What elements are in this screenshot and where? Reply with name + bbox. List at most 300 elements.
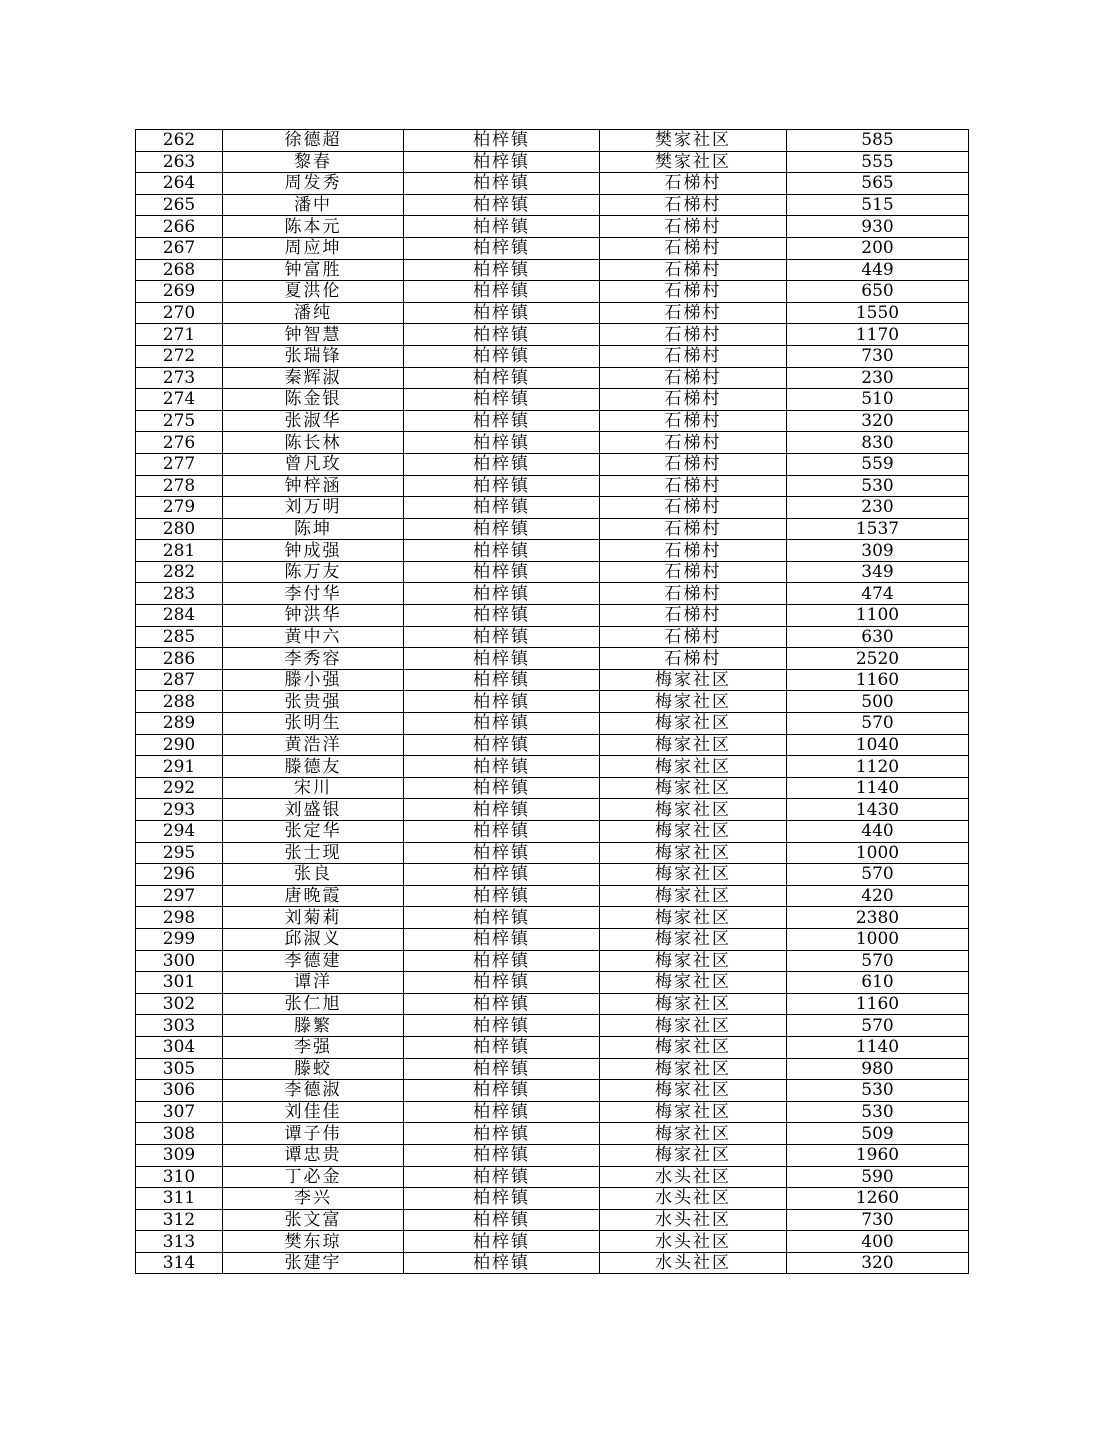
amount-cell: 2380 — [787, 907, 969, 929]
town-cell: 柏梓镇 — [404, 842, 600, 864]
village-cell: 石梯村 — [600, 561, 787, 583]
village-cell: 梅家社区 — [600, 821, 787, 843]
name-cell: 樊东琼 — [223, 1231, 404, 1253]
village-cell: 石梯村 — [600, 237, 787, 259]
town-cell: 柏梓镇 — [404, 1080, 600, 1102]
village-cell: 石梯村 — [600, 324, 787, 346]
town-cell: 柏梓镇 — [404, 713, 600, 735]
amount-cell: 1960 — [787, 1144, 969, 1166]
amount-cell: 630 — [787, 626, 969, 648]
amount-cell: 1170 — [787, 324, 969, 346]
village-cell: 水头社区 — [600, 1231, 787, 1253]
table-row — [136, 216, 969, 238]
table-row — [136, 885, 969, 907]
name-cell: 张建宇 — [223, 1252, 404, 1274]
row-number-cell: 267 — [136, 237, 223, 259]
table-row — [136, 345, 969, 367]
row-number-cell: 278 — [136, 475, 223, 497]
table-row — [136, 583, 969, 605]
town-cell: 柏梓镇 — [404, 540, 600, 562]
amount-cell: 930 — [787, 216, 969, 238]
name-cell: 陈万友 — [223, 561, 404, 583]
table-row — [136, 302, 969, 324]
town-cell: 柏梓镇 — [404, 216, 600, 238]
amount-cell: 570 — [787, 950, 969, 972]
row-number-cell: 262 — [136, 130, 223, 152]
table-row — [136, 1101, 969, 1123]
table-row — [136, 821, 969, 843]
village-cell: 梅家社区 — [600, 928, 787, 950]
amount-cell: 1000 — [787, 842, 969, 864]
village-cell: 梅家社区 — [600, 691, 787, 713]
amount-cell: 830 — [787, 432, 969, 454]
row-number-cell: 288 — [136, 691, 223, 713]
amount-cell: 570 — [787, 864, 969, 886]
village-cell: 石梯村 — [600, 605, 787, 627]
row-number-cell: 292 — [136, 777, 223, 799]
town-cell: 柏梓镇 — [404, 1188, 600, 1210]
name-cell: 秦辉淑 — [223, 367, 404, 389]
town-cell: 柏梓镇 — [404, 669, 600, 691]
amount-cell: 610 — [787, 972, 969, 994]
table-row — [136, 626, 969, 648]
row-number-cell: 279 — [136, 497, 223, 519]
amount-cell: 230 — [787, 367, 969, 389]
row-number-cell: 303 — [136, 1015, 223, 1037]
name-cell: 刘佳佳 — [223, 1101, 404, 1123]
table-row — [136, 367, 969, 389]
town-cell: 柏梓镇 — [404, 367, 600, 389]
name-cell: 潘纯 — [223, 302, 404, 324]
village-cell: 樊家社区 — [600, 151, 787, 173]
row-number-cell: 287 — [136, 669, 223, 691]
town-cell: 柏梓镇 — [404, 1231, 600, 1253]
village-cell: 石梯村 — [600, 345, 787, 367]
table-row — [136, 432, 969, 454]
name-cell: 邱淑义 — [223, 928, 404, 950]
table-row — [136, 1058, 969, 1080]
town-cell: 柏梓镇 — [404, 259, 600, 281]
table-row — [136, 1144, 969, 1166]
town-cell: 柏梓镇 — [404, 799, 600, 821]
table-row — [136, 669, 969, 691]
amount-cell: 515 — [787, 194, 969, 216]
table-row — [136, 799, 969, 821]
village-cell: 水头社区 — [600, 1252, 787, 1274]
name-cell: 张文富 — [223, 1209, 404, 1231]
row-number-cell: 290 — [136, 734, 223, 756]
village-cell: 梅家社区 — [600, 1101, 787, 1123]
town-cell: 柏梓镇 — [404, 1058, 600, 1080]
table-row — [136, 928, 969, 950]
name-cell: 刘盛银 — [223, 799, 404, 821]
row-number-cell: 286 — [136, 648, 223, 670]
name-cell: 夏洪伦 — [223, 281, 404, 303]
row-number-cell: 306 — [136, 1080, 223, 1102]
village-cell: 梅家社区 — [600, 756, 787, 778]
town-cell: 柏梓镇 — [404, 734, 600, 756]
amount-cell: 590 — [787, 1166, 969, 1188]
row-number-cell: 293 — [136, 799, 223, 821]
village-cell: 石梯村 — [600, 259, 787, 281]
town-cell: 柏梓镇 — [404, 1036, 600, 1058]
row-number-cell: 309 — [136, 1144, 223, 1166]
row-number-cell: 270 — [136, 302, 223, 324]
table-row — [136, 713, 969, 735]
town-cell: 柏梓镇 — [404, 475, 600, 497]
name-cell: 张士现 — [223, 842, 404, 864]
row-number-cell: 268 — [136, 259, 223, 281]
table-row — [136, 605, 969, 627]
table-row — [136, 1015, 969, 1037]
row-number-cell: 294 — [136, 821, 223, 843]
row-number-cell: 265 — [136, 194, 223, 216]
name-cell: 刘菊莉 — [223, 907, 404, 929]
name-cell: 李强 — [223, 1036, 404, 1058]
row-number-cell: 284 — [136, 605, 223, 627]
amount-cell: 200 — [787, 237, 969, 259]
name-cell: 李德淑 — [223, 1080, 404, 1102]
town-cell: 柏梓镇 — [404, 691, 600, 713]
village-cell: 梅家社区 — [600, 972, 787, 994]
row-number-cell: 300 — [136, 950, 223, 972]
table-row — [136, 389, 969, 411]
amount-cell: 1140 — [787, 1036, 969, 1058]
amount-cell: 565 — [787, 173, 969, 195]
row-number-cell: 296 — [136, 864, 223, 886]
name-cell: 丁必金 — [223, 1166, 404, 1188]
name-cell: 刘万明 — [223, 497, 404, 519]
amount-cell: 555 — [787, 151, 969, 173]
town-cell: 柏梓镇 — [404, 281, 600, 303]
village-cell: 梅家社区 — [600, 1015, 787, 1037]
amount-cell: 320 — [787, 410, 969, 432]
amount-cell: 1120 — [787, 756, 969, 778]
row-number-cell: 285 — [136, 626, 223, 648]
village-cell: 水头社区 — [600, 1188, 787, 1210]
table-row — [136, 972, 969, 994]
name-cell: 谭洋 — [223, 972, 404, 994]
table-row — [136, 130, 969, 152]
amount-cell: 420 — [787, 885, 969, 907]
village-cell: 梅家社区 — [600, 1058, 787, 1080]
row-number-cell: 263 — [136, 151, 223, 173]
name-cell: 周发秀 — [223, 173, 404, 195]
table-row — [136, 1123, 969, 1145]
row-number-cell: 269 — [136, 281, 223, 303]
name-cell: 钟智慧 — [223, 324, 404, 346]
row-number-cell: 297 — [136, 885, 223, 907]
table-row — [136, 281, 969, 303]
amount-cell: 730 — [787, 1209, 969, 1231]
row-number-cell: 273 — [136, 367, 223, 389]
table-row — [136, 237, 969, 259]
table-row — [136, 734, 969, 756]
town-cell: 柏梓镇 — [404, 1209, 600, 1231]
row-number-cell: 295 — [136, 842, 223, 864]
name-cell: 陈长林 — [223, 432, 404, 454]
name-cell: 曾凡玫 — [223, 453, 404, 475]
village-cell: 石梯村 — [600, 194, 787, 216]
village-cell: 石梯村 — [600, 216, 787, 238]
name-cell: 陈坤 — [223, 518, 404, 540]
table-row — [136, 864, 969, 886]
town-cell: 柏梓镇 — [404, 410, 600, 432]
row-number-cell: 302 — [136, 993, 223, 1015]
village-cell: 石梯村 — [600, 648, 787, 670]
name-cell: 钟成强 — [223, 540, 404, 562]
town-cell: 柏梓镇 — [404, 1144, 600, 1166]
table-row — [136, 453, 969, 475]
name-cell: 张良 — [223, 864, 404, 886]
amount-cell: 309 — [787, 540, 969, 562]
name-cell: 张淑华 — [223, 410, 404, 432]
table-row — [136, 756, 969, 778]
village-cell: 梅家社区 — [600, 1123, 787, 1145]
name-cell: 唐晚霞 — [223, 885, 404, 907]
amount-cell: 1100 — [787, 605, 969, 627]
village-cell: 梅家社区 — [600, 864, 787, 886]
village-cell: 石梯村 — [600, 583, 787, 605]
table-row — [136, 561, 969, 583]
name-cell: 宋川 — [223, 777, 404, 799]
town-cell: 柏梓镇 — [404, 821, 600, 843]
row-number-cell: 312 — [136, 1209, 223, 1231]
name-cell: 李秀容 — [223, 648, 404, 670]
town-cell: 柏梓镇 — [404, 605, 600, 627]
town-cell: 柏梓镇 — [404, 389, 600, 411]
amount-cell: 530 — [787, 1080, 969, 1102]
name-cell: 钟梓涵 — [223, 475, 404, 497]
table-row — [136, 173, 969, 195]
name-cell: 陈本元 — [223, 216, 404, 238]
amount-cell: 1160 — [787, 993, 969, 1015]
name-cell: 谭子伟 — [223, 1123, 404, 1145]
town-cell: 柏梓镇 — [404, 972, 600, 994]
row-number-cell: 271 — [136, 324, 223, 346]
amount-cell: 1140 — [787, 777, 969, 799]
row-number-cell: 266 — [136, 216, 223, 238]
name-cell: 谭忠贵 — [223, 1144, 404, 1166]
table-row — [136, 540, 969, 562]
town-cell: 柏梓镇 — [404, 1252, 600, 1274]
roster-table — [135, 129, 969, 1274]
town-cell: 柏梓镇 — [404, 1015, 600, 1037]
town-cell: 柏梓镇 — [404, 453, 600, 475]
name-cell: 陈金银 — [223, 389, 404, 411]
row-number-cell: 301 — [136, 972, 223, 994]
amount-cell: 585 — [787, 130, 969, 152]
village-cell: 石梯村 — [600, 432, 787, 454]
village-cell: 梅家社区 — [600, 950, 787, 972]
name-cell: 李兴 — [223, 1188, 404, 1210]
town-cell: 柏梓镇 — [404, 173, 600, 195]
name-cell: 黄浩洋 — [223, 734, 404, 756]
name-cell: 钟洪华 — [223, 605, 404, 627]
table-row — [136, 1188, 969, 1210]
town-cell: 柏梓镇 — [404, 518, 600, 540]
row-number-cell: 299 — [136, 928, 223, 950]
amount-cell: 1430 — [787, 799, 969, 821]
town-cell: 柏梓镇 — [404, 885, 600, 907]
table-row — [136, 1209, 969, 1231]
town-cell: 柏梓镇 — [404, 777, 600, 799]
row-number-cell: 272 — [136, 345, 223, 367]
town-cell: 柏梓镇 — [404, 1166, 600, 1188]
town-cell: 柏梓镇 — [404, 928, 600, 950]
table-row — [136, 324, 969, 346]
roster-body — [136, 130, 969, 1274]
row-number-cell: 310 — [136, 1166, 223, 1188]
table-row — [136, 475, 969, 497]
village-cell: 梅家社区 — [600, 1036, 787, 1058]
amount-cell: 530 — [787, 475, 969, 497]
table-row — [136, 907, 969, 929]
row-number-cell: 311 — [136, 1188, 223, 1210]
town-cell: 柏梓镇 — [404, 151, 600, 173]
town-cell: 柏梓镇 — [404, 950, 600, 972]
name-cell: 张仁旭 — [223, 993, 404, 1015]
row-number-cell: 283 — [136, 583, 223, 605]
table-row — [136, 691, 969, 713]
village-cell: 梅家社区 — [600, 734, 787, 756]
town-cell: 柏梓镇 — [404, 1101, 600, 1123]
amount-cell: 1537 — [787, 518, 969, 540]
town-cell: 柏梓镇 — [404, 1123, 600, 1145]
table-row — [136, 151, 969, 173]
table-row — [136, 194, 969, 216]
town-cell: 柏梓镇 — [404, 907, 600, 929]
amount-cell: 510 — [787, 389, 969, 411]
village-cell: 石梯村 — [600, 518, 787, 540]
amount-cell: 570 — [787, 713, 969, 735]
name-cell: 张瑞锋 — [223, 345, 404, 367]
row-number-cell: 307 — [136, 1101, 223, 1123]
town-cell: 柏梓镇 — [404, 324, 600, 346]
village-cell: 梅家社区 — [600, 669, 787, 691]
village-cell: 梅家社区 — [600, 1144, 787, 1166]
amount-cell: 230 — [787, 497, 969, 519]
village-cell: 梅家社区 — [600, 842, 787, 864]
village-cell: 梅家社区 — [600, 713, 787, 735]
amount-cell: 559 — [787, 453, 969, 475]
amount-cell: 1000 — [787, 928, 969, 950]
table-row — [136, 950, 969, 972]
row-number-cell: 305 — [136, 1058, 223, 1080]
name-cell: 潘中 — [223, 194, 404, 216]
table-row — [136, 993, 969, 1015]
table-row — [136, 777, 969, 799]
village-cell: 梅家社区 — [600, 885, 787, 907]
row-number-cell: 289 — [136, 713, 223, 735]
village-cell: 石梯村 — [600, 302, 787, 324]
table-row — [136, 648, 969, 670]
town-cell: 柏梓镇 — [404, 756, 600, 778]
village-cell: 石梯村 — [600, 497, 787, 519]
row-number-cell: 282 — [136, 561, 223, 583]
amount-cell: 500 — [787, 691, 969, 713]
name-cell: 李德建 — [223, 950, 404, 972]
name-cell: 滕蛟 — [223, 1058, 404, 1080]
row-number-cell: 291 — [136, 756, 223, 778]
amount-cell: 474 — [787, 583, 969, 605]
name-cell: 张定华 — [223, 821, 404, 843]
village-cell: 梅家社区 — [600, 777, 787, 799]
village-cell: 石梯村 — [600, 540, 787, 562]
amount-cell: 1550 — [787, 302, 969, 324]
amount-cell: 650 — [787, 281, 969, 303]
row-number-cell: 274 — [136, 389, 223, 411]
amount-cell: 980 — [787, 1058, 969, 1080]
amount-cell: 730 — [787, 345, 969, 367]
village-cell: 石梯村 — [600, 367, 787, 389]
village-cell: 梅家社区 — [600, 799, 787, 821]
town-cell: 柏梓镇 — [404, 130, 600, 152]
town-cell: 柏梓镇 — [404, 993, 600, 1015]
village-cell: 梅家社区 — [600, 1080, 787, 1102]
amount-cell: 1160 — [787, 669, 969, 691]
town-cell: 柏梓镇 — [404, 345, 600, 367]
name-cell: 滕繁 — [223, 1015, 404, 1037]
town-cell: 柏梓镇 — [404, 648, 600, 670]
row-number-cell: 277 — [136, 453, 223, 475]
row-number-cell: 275 — [136, 410, 223, 432]
village-cell: 石梯村 — [600, 173, 787, 195]
row-number-cell: 313 — [136, 1231, 223, 1253]
name-cell: 周应坤 — [223, 237, 404, 259]
village-cell: 梅家社区 — [600, 907, 787, 929]
table-row — [136, 1252, 969, 1274]
row-number-cell: 280 — [136, 518, 223, 540]
table-row — [136, 1080, 969, 1102]
name-cell: 张贵强 — [223, 691, 404, 713]
amount-cell: 1260 — [787, 1188, 969, 1210]
amount-cell: 449 — [787, 259, 969, 281]
village-cell: 石梯村 — [600, 389, 787, 411]
row-number-cell: 264 — [136, 173, 223, 195]
row-number-cell: 314 — [136, 1252, 223, 1274]
village-cell: 水头社区 — [600, 1209, 787, 1231]
village-cell: 樊家社区 — [600, 130, 787, 152]
village-cell: 梅家社区 — [600, 993, 787, 1015]
amount-cell: 2520 — [787, 648, 969, 670]
table-row — [136, 1166, 969, 1188]
table-row — [136, 518, 969, 540]
town-cell: 柏梓镇 — [404, 864, 600, 886]
amount-cell: 400 — [787, 1231, 969, 1253]
town-cell: 柏梓镇 — [404, 561, 600, 583]
town-cell: 柏梓镇 — [404, 194, 600, 216]
table-row — [136, 1036, 969, 1058]
amount-cell: 509 — [787, 1123, 969, 1145]
village-cell: 石梯村 — [600, 475, 787, 497]
row-number-cell: 276 — [136, 432, 223, 454]
town-cell: 柏梓镇 — [404, 497, 600, 519]
row-number-cell: 304 — [136, 1036, 223, 1058]
name-cell: 钟富胜 — [223, 259, 404, 281]
town-cell: 柏梓镇 — [404, 583, 600, 605]
table-row — [136, 1231, 969, 1253]
name-cell: 滕小强 — [223, 669, 404, 691]
village-cell: 石梯村 — [600, 626, 787, 648]
name-cell: 张明生 — [223, 713, 404, 735]
amount-cell: 570 — [787, 1015, 969, 1037]
village-cell: 石梯村 — [600, 410, 787, 432]
amount-cell: 1040 — [787, 734, 969, 756]
name-cell: 李付华 — [223, 583, 404, 605]
table-row — [136, 842, 969, 864]
name-cell: 黎春 — [223, 151, 404, 173]
